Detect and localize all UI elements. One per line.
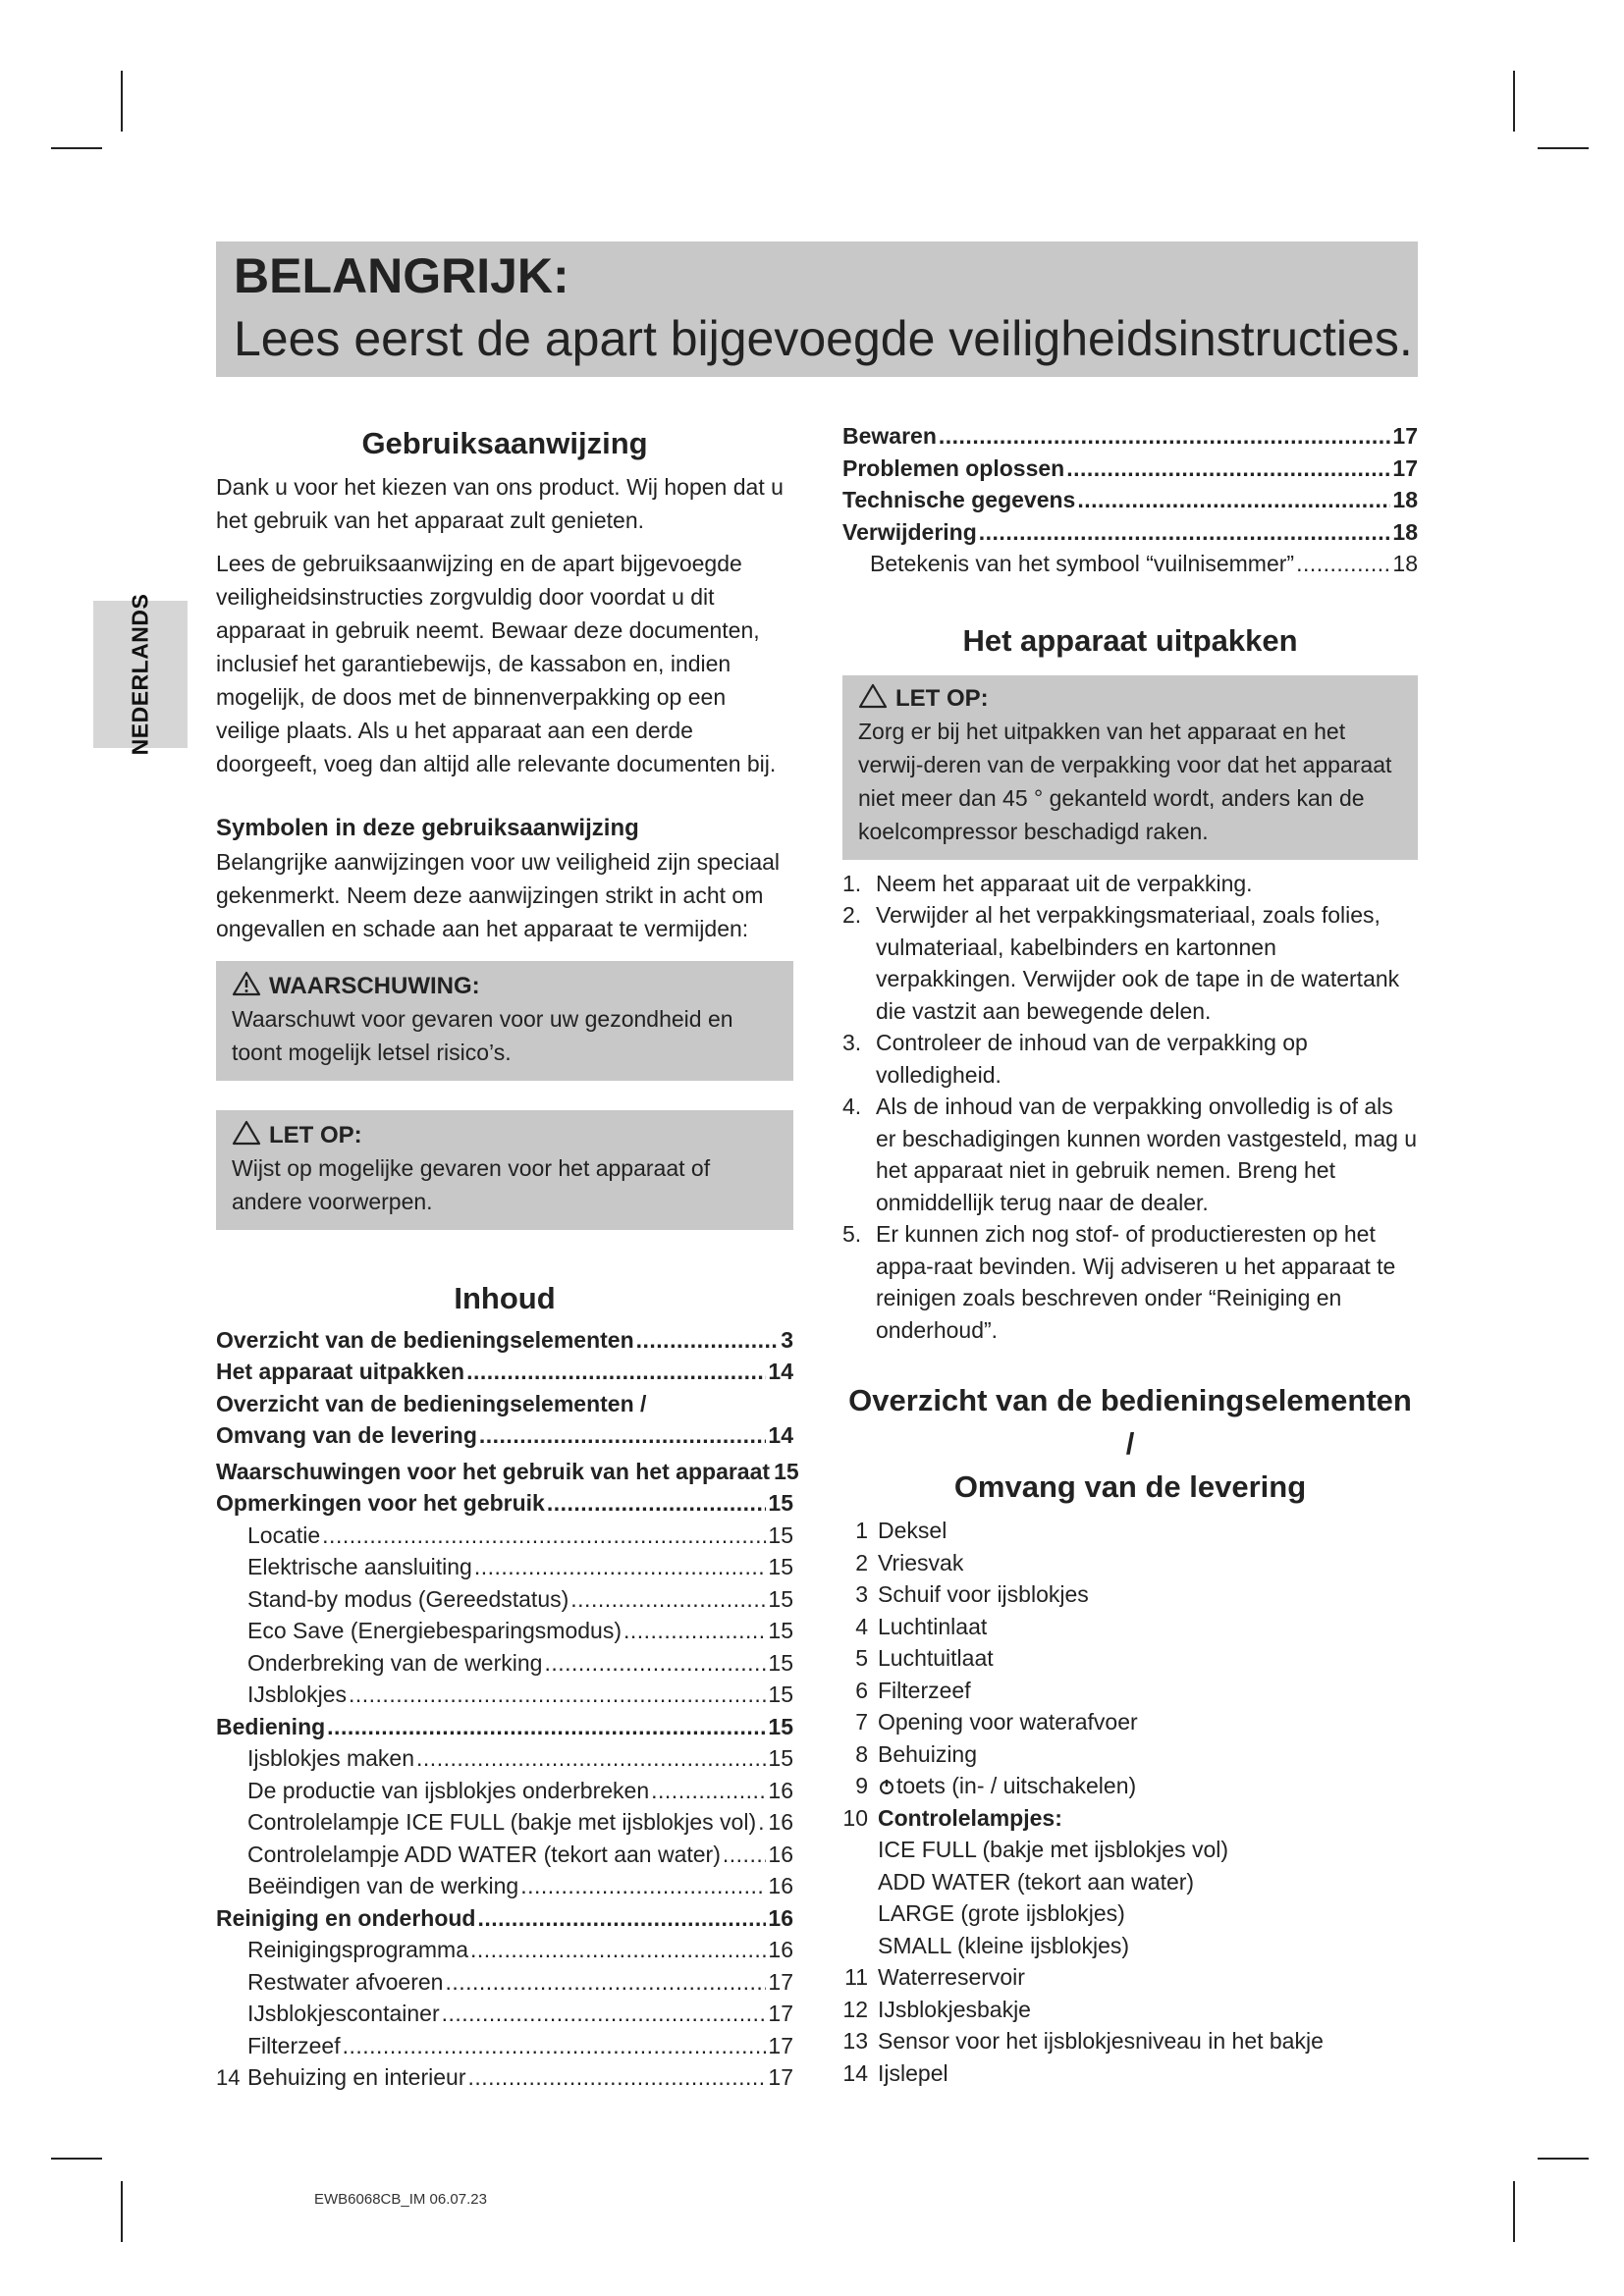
list-item: 4. Als de inhoud van de verpakking onvolledig is of als er beschadigingen kunnen worden vastgesteld, mag u het apparaat niet in gebruik nemen. Breng het onmiddellijk terug naar de dealer. [842,1094,1418,1215]
list-item: 5 Luchtuitlaat [855,1645,994,1672]
overview-heading-line2: Omvang van de levering [953,1469,1307,1505]
power-button-icon [878,1778,895,1795]
list-item: 2. Verwijder al het verpakkingsmateriaal, zoals folies, vulmateriaal, kabelbinders en kartonnen verpakkingen. Verwijder ook de tape in de watertank die vastzit aan bewegende delen. [842,902,1400,1024]
unpack-caution-text: Zorg er bij het uitpakken van het apparaat en het verwij-deren van de verpakking voor dat het apparaat niet meer dan 45 ° gekanteld wordt, anders kan de koelcompressor beschadigd raken. [858,718,1392,844]
left-column [216,422,799,2094]
right-column [842,422,1418,2089]
unpack-heading: Het apparaat uitpakken [962,622,1298,658]
toc-entry[interactable]: Eco Save (Energiebesparingsmodus) ..... 15 [216,1615,793,1647]
toc-entry[interactable]: Controlelampje ADD WATER (tekort aan water) ..... 16 [216,1839,793,1871]
caution-box [216,1110,793,1230]
crop-mark [1538,147,1589,149]
language-tab-label: NEDERLANDS [127,593,153,756]
toc-entry[interactable]: Verwijdering ..... 18 [842,516,1418,549]
language-tab [93,593,188,756]
footer-code: EWB6068CB_IM 06.07.23 [314,2191,487,2208]
unpack-caution-title: LET OP: [895,684,989,712]
intro-paragraph-2: Lees de gebruiksaanwijzing en de apart bijgevoegde veiligheidsinstructies zorgvuldig door voordat u dit apparaat in gebruik neemt. Bewaar deze documenten, inclusief het garantiebewijs, de kassabon en, indien mogelijk, de doos met de binnenverpakking op een veilige plaats. Als u het apparaat aan een derde doorgeeft, voeg dan altijd alle relevante documenten bij. [216,551,777,777]
indicator-lamp-item: SMALL (kleine ijsblokjes) [878,1932,1130,1958]
toc-list-left [216,1324,799,2094]
crop-mark [51,147,102,149]
toc-entry[interactable]: Opmerkingen voor het gebruik ..... 15 [216,1487,793,1520]
toc-entry[interactable]: Problemen oplossen ..... 17 [842,453,1418,485]
list-item: 13 Sensor voor het ijsblokjesniveau in het bakje [842,2028,1324,2055]
list-item: 7 Opening voor waterafvoer [855,1709,1138,1735]
important-banner [216,241,1418,377]
warning-triangle-icon [232,971,261,996]
crop-mark [1538,2158,1589,2160]
intro-heading: Gebruiksaanwijzing [361,426,648,460]
caution-title: LET OP: [269,1122,362,1149]
indicator-lamps [878,1834,1418,1961]
symbols-text: Belangrijke aanwijzingen voor uw veiligheid zijn speciaal gekenmerkt. Neem deze aanwijzingen strikt in acht om ongevallen en schade aan het apparaat te vermijden: [216,849,781,942]
list-item: 3. Controleer de inhoud van de verpakking op volledigheid. [842,1030,1308,1088]
indicator-lamp-item: ADD WATER (tekort aan water) [878,1868,1195,1895]
list-item: 8 Behuizing [855,1740,978,1767]
intro-paragraph-1: Dank u voor het kiezen van ons product. Wij hopen dat u het gebruik van het apparaat zult genieten. [216,474,784,534]
list-item: 9 toets (in- / uitschakelen) [855,1773,1137,1799]
caution-triangle-icon [858,683,888,709]
list-item: 5. Er kunnen zich nog stof- of productieresten op het appa-raat bevinden. Wij adviseren u het apparaat te reinigen zoals beschreven onder “Reiniging en onderhoud”. [842,1221,1396,1343]
unpack-steps [842,868,1418,1347]
page-number: 14 [216,2065,241,2090]
toc-entry[interactable]: Betekenis van het symbool “vuilnisemmer” ..... 18 [842,548,1418,580]
crop-mark [121,71,123,132]
warning-title: WAARSCHUWING: [269,973,480,1000]
warning-text: Waarschuwt voor gevaren voor uw gezondheid en toont mogelijk letsel risico’s. [232,1006,733,1066]
list-item: 6 Filterzeef [855,1677,971,1703]
toc-entry[interactable]: Overzicht van de bedieningselementen ..... 3 [216,1324,793,1357]
toc-entry[interactable]: Bediening ..... 15 [216,1711,793,1743]
overview-heading [842,1379,1418,1509]
toc-entry[interactable]: Omvang van de levering ..... 14 [216,1419,793,1452]
toc-entry[interactable]: Locatie ..... 15 [216,1520,793,1552]
toc-entry[interactable]: Onderbreking van de werking ..... 15 [216,1647,793,1680]
list-item: 4 Luchtinlaat [855,1613,988,1639]
symbols-heading: Symbolen in deze gebruiksaanwijzing [216,815,639,842]
toc-entry[interactable]: Waarschuwingen voor het gebruik van het apparaat 15 [216,1458,799,1484]
crop-mark [1513,71,1515,132]
crop-mark [121,2181,123,2242]
caution-triangle-icon [232,1120,261,1146]
crop-mark [1513,2181,1515,2242]
list-item: 1. Neem het apparaat uit de verpakking. [842,870,1253,896]
caution-title-row [232,1120,778,1151]
toc-heading: Inhoud [454,1281,556,1316]
toc-entry[interactable]: Reinigingsprogramma ..... 16 [216,1934,793,1966]
list-item: 1 Deksel [855,1518,947,1544]
caution-text: Wijst op mogelijke gevaren voor het apparaat of andere voorwerpen. [232,1155,711,1215]
crop-mark [51,2158,102,2160]
toc-entry[interactable]: Reiniging en onderhoud ..... 16 [216,1902,793,1935]
toc-entry[interactable]: Elektrische aansluiting ..... 15 [216,1551,793,1583]
toc-entry[interactable]: Technische gegevens ..... 18 [842,484,1418,516]
toc-entry[interactable]: IJsblokjes ..... 15 [216,1679,793,1711]
unpack-caution-box [842,675,1418,860]
banner-subtitle: Lees eerst de apart bijgevoegde veiligheidsinstructies. [234,311,1413,366]
toc-entry[interactable]: IJsblokjescontainer ..... 17 [216,1998,793,2030]
list-item: 14 Ijslepel [842,2059,948,2086]
toc-entry[interactable]: Controlelampje ICE FULL (bakje met ijsblokjes vol) ..... 16 [216,1806,793,1839]
banner-title: BELANGRIJK: [234,248,569,303]
toc-entry[interactable]: Filterzeef ..... 17 [216,2030,793,2062]
indicator-lamp-item: LARGE (grote ijsblokjes) [878,1900,1125,1927]
toc-entry[interactable]: Beëindigen van de werking ..... 16 [216,1870,793,1902]
overview-heading-line1: Overzicht van de bedieningselementen / [848,1383,1412,1462]
toc-list-right [842,420,1418,580]
list-item: 3 Schuif voor ijsblokjes [855,1581,1089,1608]
list-item: 12 IJsblokjesbakje [842,1996,1031,2022]
toc-entry[interactable]: Restwater afvoeren ..... 17 [216,1966,793,1999]
toc-entry[interactable]: Behuizing en interieur ..... 17 [216,2061,793,2094]
toc-entry[interactable]: Ijsblokjes maken ..... 15 [216,1742,793,1775]
toc-entry[interactable]: Het apparaat uitpakken ..... 14 [216,1356,793,1388]
list-item: 11 Waterreservoir [844,1964,1025,1991]
list-item: 10 Controlelampjes: ICE FULL (bakje met ijsblokjes vol) ADD WATER (tekort aan water) LARGE (grote ijsblokjes) SMALL (kleine ijsblokjes) [842,1802,1418,1962]
unpack-caution-title-row [858,683,1402,715]
toc-entry[interactable]: Overzicht van de bedieningselementen / [216,1390,647,1416]
list-item: 2 Vriesvak [855,1549,964,1575]
toc-entry[interactable]: Stand-by modus (Gereedstatus) ..... 15 [216,1583,793,1616]
warning-title-row [232,971,778,1002]
indicator-lamp-item: ICE FULL (bakje met ijsblokjes vol) [878,1837,1229,1863]
toc-entry[interactable]: Bewaren ..... 17 [842,420,1418,453]
toc-entry[interactable]: De productie van ijsblokjes onderbreken ..... 16 [216,1775,793,1807]
parts-list [842,1515,1418,2089]
warning-box [216,961,793,1081]
